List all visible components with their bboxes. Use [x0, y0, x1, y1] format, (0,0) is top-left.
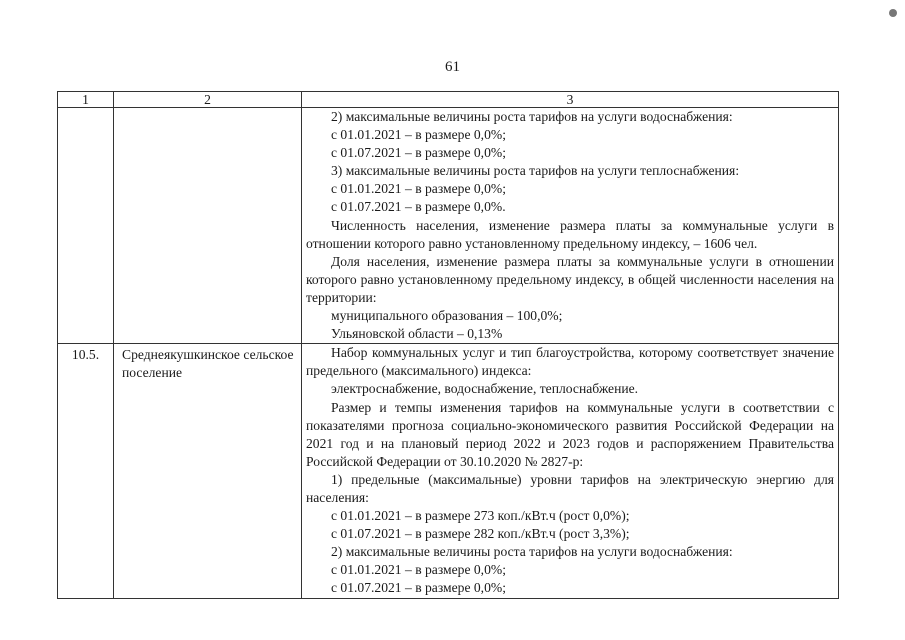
paragraph: Доля населения, изменение размера платы за коммунальные услуги в отношении которого равно установленному предельному индексу, в общей численности населения на территории: — [306, 253, 834, 305]
municipality-name-cell — [114, 108, 302, 344]
table-row — [58, 108, 839, 344]
paragraph: 2) максимальные величины роста тарифов на услуги водоснабжения: — [331, 544, 733, 560]
indicators-cell — [302, 344, 839, 598]
column-header-3: 3 — [302, 92, 839, 108]
column-header-1: 1 — [58, 92, 114, 108]
column-header-2: 2 — [114, 92, 302, 108]
scan-dot-mark — [889, 9, 897, 17]
paragraph: с 01.01.2021 – в размере 0,0%; — [331, 181, 506, 197]
paragraph: с 01.01.2021 – в размере 273 коп./кВт.ч (рост 0,0%); — [331, 508, 630, 524]
municipality-name-cell: Среднеякушкинское сельское поселение — [114, 344, 302, 598]
paragraph: Размер и темпы изменения тарифов на коммунальные услуги в соответствии с показателями прогноза социально-экономического развития Российской Федерации на 2021 год и на плановый период 2022 и 2023 годов и распоряжением Правительства Российской Федерации от 30.10.2020 № 2827-р: — [306, 399, 834, 469]
paragraph: с 01.07.2021 – в размере 282 коп./кВт.ч (рост 3,3%); — [331, 526, 630, 542]
document-table — [57, 91, 839, 599]
paragraph: с 01.07.2021 – в размере 0,0%; — [331, 145, 506, 161]
paragraph: 2) максимальные величины роста тарифов на услуги водоснабжения: — [331, 109, 733, 124]
page-number: 61 — [445, 59, 460, 75]
paragraph: электроснабжение, водоснабжение, теплоснабжение. — [331, 381, 639, 397]
paragraph: Набор коммунальных услуг и тип благоустройства, которому соответствует значение предельного (максимального) индекса: — [306, 345, 834, 379]
paragraph: с 01.07.2021 – в размере 0,0%; — [331, 580, 506, 596]
row-number-cell — [58, 108, 114, 344]
paragraph: с 01.01.2021 – в размере 0,0%; — [331, 562, 506, 578]
indicators-cell — [302, 108, 839, 344]
paragraph: Ульяновской области – 0,13% — [331, 326, 503, 342]
paragraph: с 01.01.2021 – в размере 0,0%; — [331, 127, 506, 143]
paragraph: 1) предельные (максимальные) уровни тарифов на электрическую энергию для населения: — [306, 471, 834, 505]
table-row — [58, 344, 839, 598]
paragraph: с 01.07.2021 – в размере 0,0%. — [331, 199, 506, 215]
paragraph: Численность населения, изменение размера платы за коммунальные услуги в отношении которого равно установленному предельному индексу, – 1606 чел. — [306, 217, 834, 251]
paragraph: 3) максимальные величины роста тарифов на услуги теплоснабжения: — [331, 163, 740, 179]
row-number-cell: 10.5. — [58, 344, 114, 598]
paragraph: муниципального образования – 100,0%; — [331, 308, 563, 324]
table-header-row — [58, 92, 839, 108]
